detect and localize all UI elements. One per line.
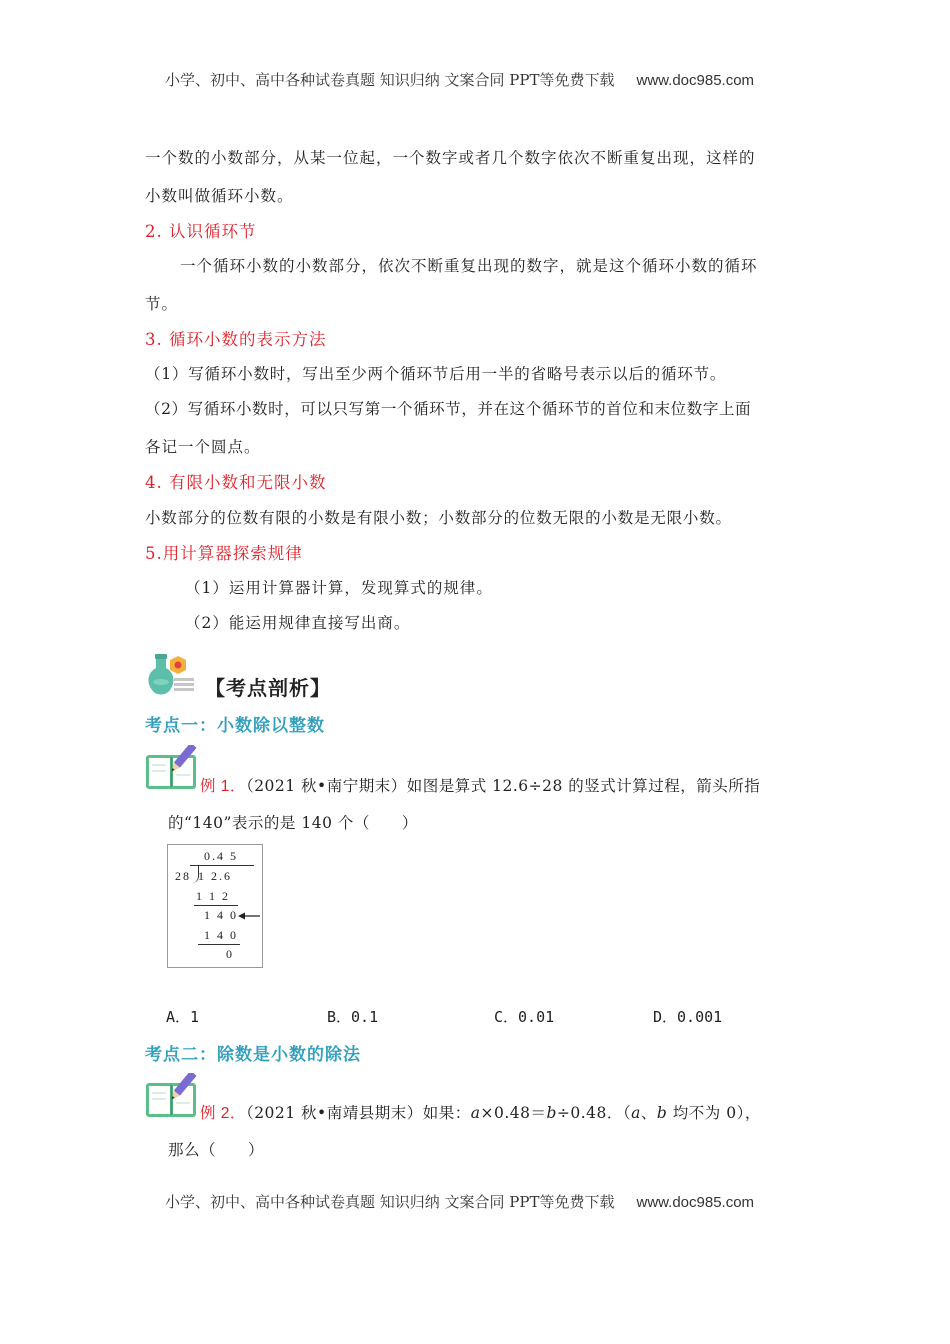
var-b-2: b <box>656 1104 668 1122</box>
example-2-line-1 <box>200 1101 761 1123</box>
s3-title: 3. 循环小数的表示方法 <box>145 330 327 349</box>
calc-bracket-top <box>190 865 254 866</box>
arrow-left-icon <box>238 907 262 919</box>
example-1-text-2: 的“140”表示的是 140 个（ ） <box>168 814 418 832</box>
calc-quotient: 0.4 5 <box>204 849 238 863</box>
long-division-figure <box>167 844 263 968</box>
book-pencil-icon <box>144 745 200 791</box>
calc-row-1: 1 1 2 <box>196 889 230 903</box>
s3-item-2a: （2）写循环小数时，可以只写第一个循环节，并在这个循环节的首位和末位数字上面 <box>145 400 752 418</box>
page-header <box>165 69 754 90</box>
intro-line-1: 一个数的小数部分，从某一位起，一个数字或者几个数字依次不断重复出现，这样的 <box>145 149 756 167</box>
page-footer <box>165 1191 754 1212</box>
s2-title: 2. 认识循环节 <box>145 222 257 241</box>
calc-divisor: 28 <box>175 869 191 883</box>
example-2-mid1: ×0.48＝ <box>480 1104 547 1122</box>
s4-title: 4. 有限小数和无限小数 <box>145 473 327 492</box>
option-b[interactable]: B．0.1 <box>327 1008 379 1026</box>
example-2-mid2: ÷0.48．（ <box>556 1104 632 1122</box>
example-1-text-1: （2021 秋•南宁期末）如图是算式 12.6÷28 的竖式计算过程，箭头所指 <box>245 777 761 795</box>
example-1-line-1 <box>200 774 760 796</box>
book-pencil-icon-2 <box>144 1073 200 1119</box>
kd2-title: 考点二：除数是小数的除法 <box>145 1045 361 1065</box>
option-d[interactable]: D．0.001 <box>653 1008 723 1026</box>
calc-row-3: 1 4 0 <box>204 928 238 942</box>
var-a: a <box>470 1104 481 1122</box>
example-2-mid3: 、 <box>640 1104 657 1122</box>
s3-item-1: （1）写循环小数时，写出至少两个循环节后用一半的省略号表示以后的循环节。 <box>145 365 727 383</box>
header-site[interactable]: www.doc985.com <box>636 72 755 89</box>
kd1-title: 考点一：小数除以整数 <box>145 716 325 736</box>
intro-line-2: 小数叫做循环小数。 <box>145 187 294 205</box>
option-a[interactable]: A．1 <box>166 1008 200 1026</box>
example-2-mid4: 均不为 0）， <box>667 1104 761 1122</box>
header-text: 小学、初中、高中各种试卷真题 知识归纳 文案合同 PPT等免费下载 <box>165 71 615 89</box>
section-title: 【考点剖析】 <box>205 676 331 700</box>
s3-item-2b: 各记一个圆点。 <box>145 438 261 456</box>
s4-line-1: 小数部分的位数有限的小数是有限小数；小数部分的位数无限的小数是无限小数。 <box>145 509 732 527</box>
var-b: b <box>546 1104 557 1122</box>
calc-line-2 <box>198 944 240 945</box>
calc-dividend: 1 2.6 <box>198 869 232 883</box>
s5-item-1: （1）运用计算器计算，发现算式的规律。 <box>185 579 493 597</box>
flask-icon <box>146 652 198 698</box>
s5-title: 5.用计算器探索规律 <box>145 544 303 563</box>
example-2-label: 例 2． <box>200 1105 246 1122</box>
example-2-text-2: 那么（ ） <box>168 1141 265 1159</box>
s2-line-1: 一个循环小数的小数部分，依次不断重复出现的数字，就是这个循环小数的循环 <box>180 257 758 275</box>
s2-line-2: 节。 <box>145 295 179 313</box>
example-2-pre: （2021 秋•南靖县期末）如果： <box>245 1104 471 1122</box>
calc-row-2: 1 4 0 <box>204 908 238 922</box>
option-c[interactable]: C．0.01 <box>494 1008 555 1026</box>
calc-line-1 <box>194 905 238 906</box>
footer-site[interactable]: www.doc985.com <box>636 1194 755 1211</box>
var-a-2: a <box>631 1104 641 1122</box>
footer-text: 小学、初中、高中各种试卷真题 知识归纳 文案合同 PPT等免费下载 <box>165 1193 615 1211</box>
calc-remainder: 0 <box>226 947 234 961</box>
example-1-label: 例 1． <box>200 778 246 795</box>
s5-item-2: （2）能运用规律直接写出商。 <box>185 614 411 632</box>
